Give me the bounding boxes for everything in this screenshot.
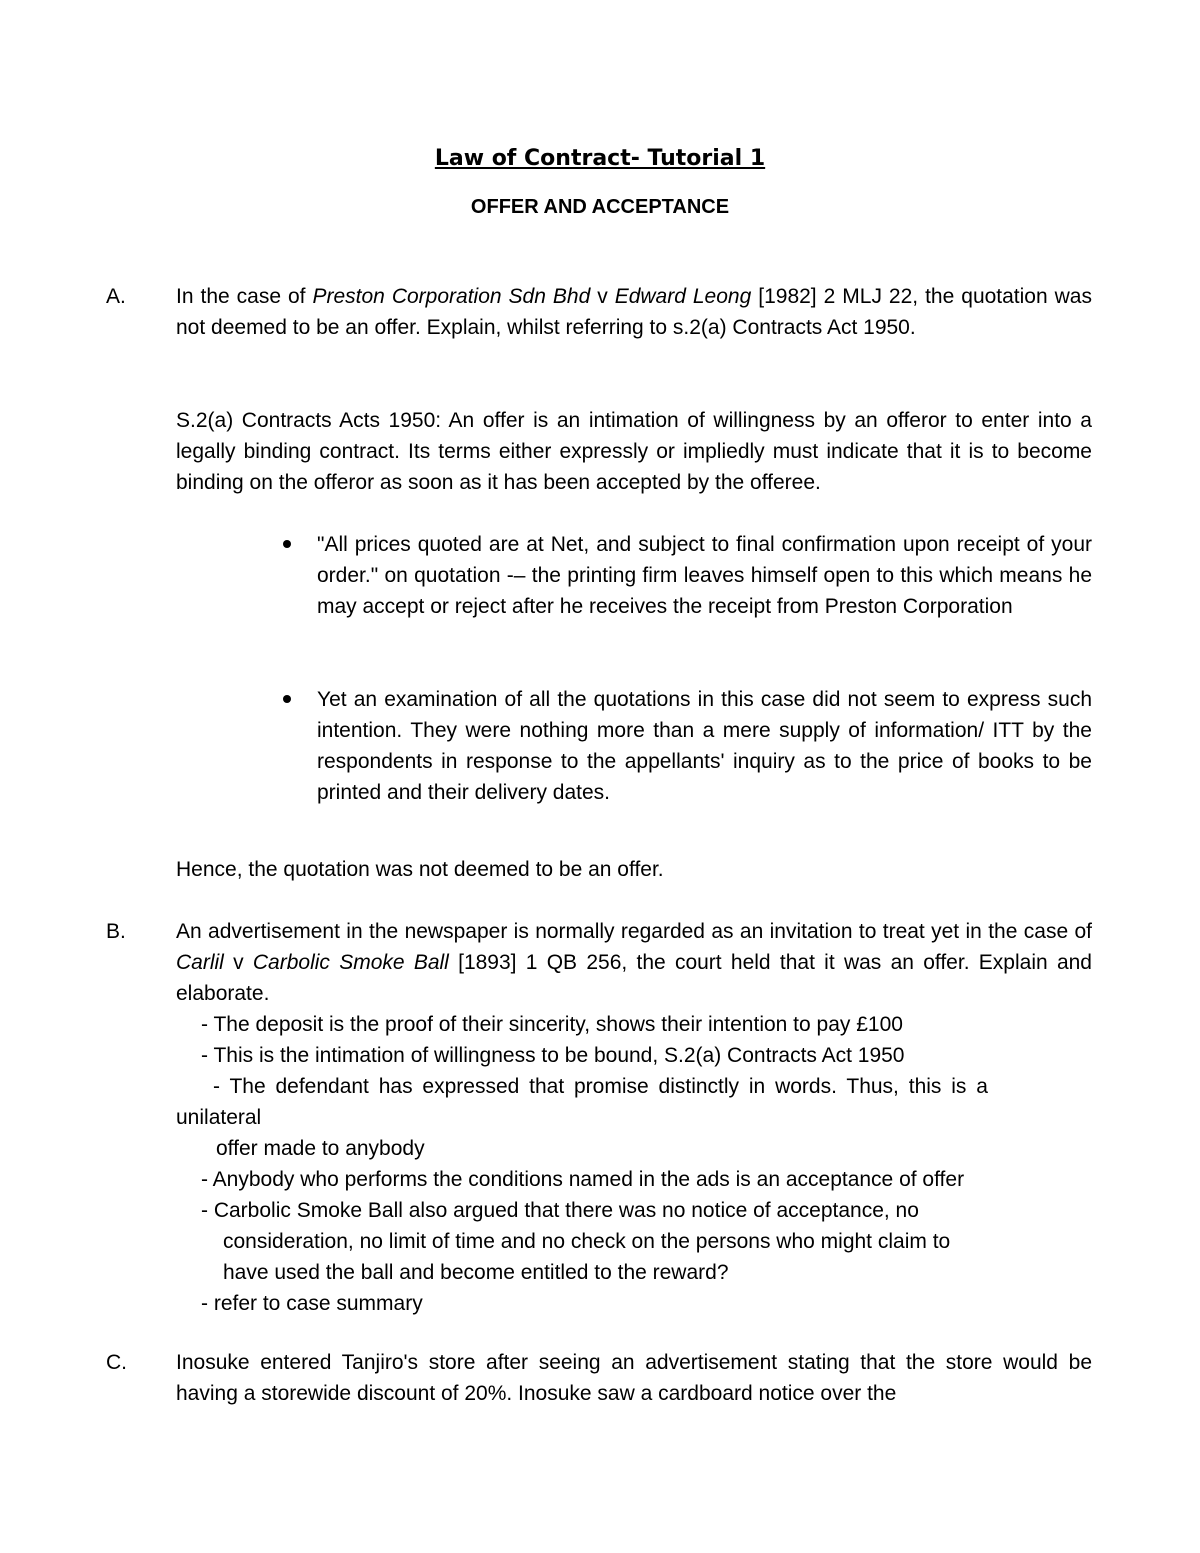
case-name-preston: Preston Corporation Sdn Bhd [312,285,591,308]
case-name-carbolic-smoke-ball: Carbolic Smoke Ball [252,951,449,974]
case-name-carlil: Carlil [176,951,224,974]
section-a-label: A. [106,285,126,308]
section-b-point-3-cont: unilateral [176,1106,262,1129]
section-a-question: In the case of Preston Corporation Sdn Bhd v Edward Leong [1982] 2 MLJ 22, the quotation was not deemed to be an offer. Explain, whilst referring to s.2(a) Contracts Act 1950. [176,285,1092,339]
section-a-definition: S.2(a) Contracts Acts 1950: An offer is an intimation of willingness by an offeror to enter into a legally binding contract. Its terms either expressly or impliedly must indicate that it is to become binding on the offeror as soon as it has been accepted by the offeree. [176,409,1092,494]
bullet-icon [280,537,294,551]
section-c-label: C. [106,1351,127,1374]
section-b-point-5: - Carbolic Smoke Ball also argued that there was no notice of acceptance, no [201,1199,919,1222]
section-b-point-5-cont-2: have used the ball and become entitled to the reward? [223,1261,729,1284]
section-b-point-3-cont-2: offer made to anybody [216,1137,425,1160]
section-c-question: Inosuke entered Tanjiro's store after seeing an advertisement stating that the store would be having a storewide discount of 20%. Inosuke saw a cardboard notice over the [176,1351,1092,1405]
section-b-question: An advertisement in the newspaper is normally regarded as an invitation to treat yet in the case of Carlil v Carbolic Smoke Ball [1893] 1 QB 256, the court held that it was an offer. Explain and elaborate. [176,920,1092,1005]
section-b-point-5-cont: consideration, no limit of time and no check on the persons who might claim to [223,1230,951,1253]
section-a-bullet-1: "All prices quoted are at Net, and subject to final confirmation upon receipt of your order." on quotation -– the printing firm leaves himself open to this which means he may accept or reject after he receives the receipt from Preston Corporation [317,533,1092,618]
section-b-label: B. [106,920,126,943]
section-b-point-3: - The defendant has expressed that promise distinctly in words. Thus, this is a [213,1075,988,1098]
bullet-icon [280,692,294,706]
section-b-point-4: - Anybody who performs the conditions named in the ads is an acceptance of offer [201,1168,965,1191]
document-subtitle: OFFER AND ACCEPTANCE [470,196,730,218]
section-b-point-6: - refer to case summary [201,1292,423,1315]
section-a-conclusion: Hence, the quotation was not deemed to be an offer. [176,858,664,881]
document-title: Law of Contract- Tutorial 1 [434,146,766,171]
section-b-point-1: - The deposit is the proof of their sincerity, shows their intention to pay £100 [201,1013,903,1036]
case-name-edward-leong: Edward Leong [614,285,752,308]
section-b-point-2: - This is the intimation of willingness to be bound, S.2(a) Contracts Act 1950 [201,1044,905,1067]
section-a-bullet-2: Yet an examination of all the quotations in this case did not seem to express such intention. They were nothing more than a mere supply of information/ ITT by the respondents in response to the appellants' inquiry as to the price of books to be printed and their delivery dates. [317,688,1092,804]
